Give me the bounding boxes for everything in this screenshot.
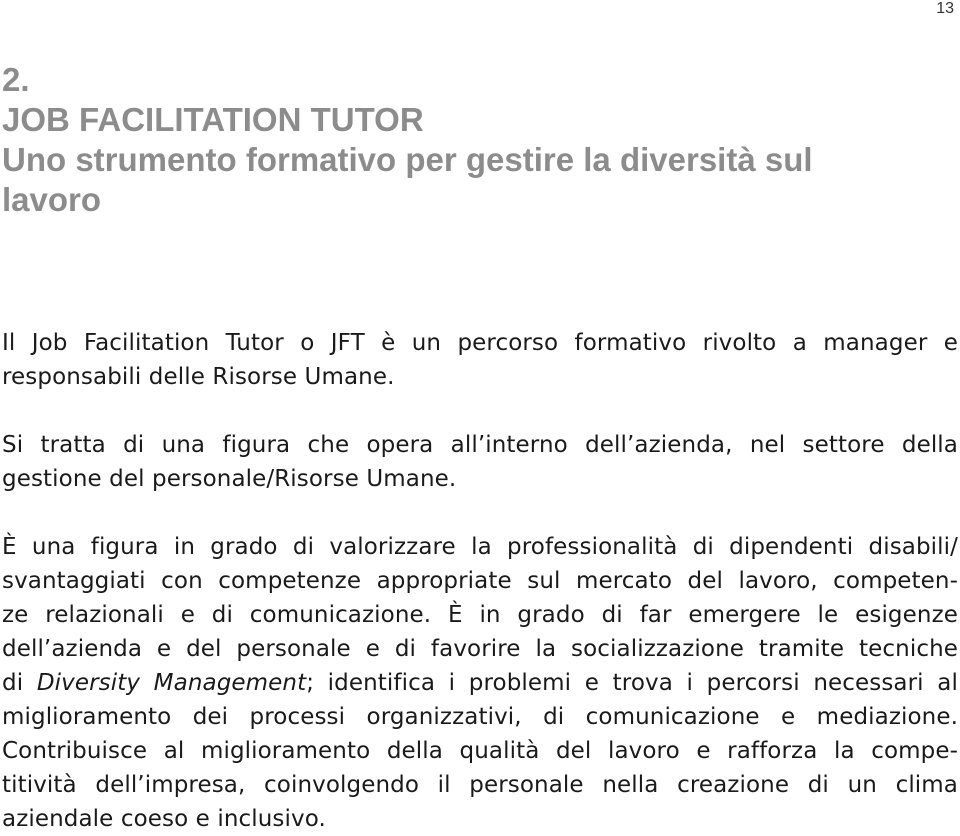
text-line: Il Job Facilitation Tutor o JFT è un percorso formativo rivolto a manager e: [2, 330, 958, 356]
section-number: 2.: [2, 61, 30, 98]
section-heading: [2, 60, 952, 220]
text-line: titività dell’impresa, coinvolgendo il personale nella creazione di un clima: [2, 772, 958, 798]
text-line: miglioramento dei processi organizzativi, di comunicazione e mediazione.: [2, 704, 958, 730]
text-line: svantaggiati con competenze appropriate sul mercato del lavoro, competen-: [2, 568, 958, 594]
text-line: dell’azienda e del personale e di favorire la socializzazione tramite tecniche: [2, 636, 958, 662]
text-line: Si tratta di una figura che opera all’interno dell’azienda, nel settore della: [2, 432, 958, 458]
text-line: responsabili delle Risorse Umane.: [2, 364, 395, 390]
paragraph-intro: [2, 326, 958, 394]
paragraph-role: [2, 428, 958, 496]
diversity-management-term: Diversity Management: [36, 670, 307, 696]
page-number: 13: [936, 0, 954, 17]
section-title: JOB FACILITATION TUTOR: [2, 101, 424, 138]
text-line-diversity: [2, 666, 958, 700]
text-line: ze relazionali e di comunicazione. È in grado di far emergere le esigenze: [2, 602, 958, 628]
section-subtitle-line-1: Uno strumento formativo per gestire la diversità sul: [2, 141, 813, 178]
text-line: È una figura in grado di valorizzare la professionalità di dipendenti disabili/: [2, 534, 958, 560]
paragraph-description: [2, 530, 958, 836]
text-line: gestione del personale/Risorse Umane.: [2, 466, 457, 492]
text-fragment: di: [2, 670, 37, 696]
section-subtitle-line-2: lavoro: [2, 181, 102, 218]
text-line: Contribuisce al miglioramento della qualità del lavoro e rafforza la compe-: [2, 738, 958, 764]
text-line: aziendale coeso e inclusivo.: [2, 806, 326, 832]
text-fragment: ; identifica i problemi e trova i percorsi necessari al: [306, 670, 958, 696]
